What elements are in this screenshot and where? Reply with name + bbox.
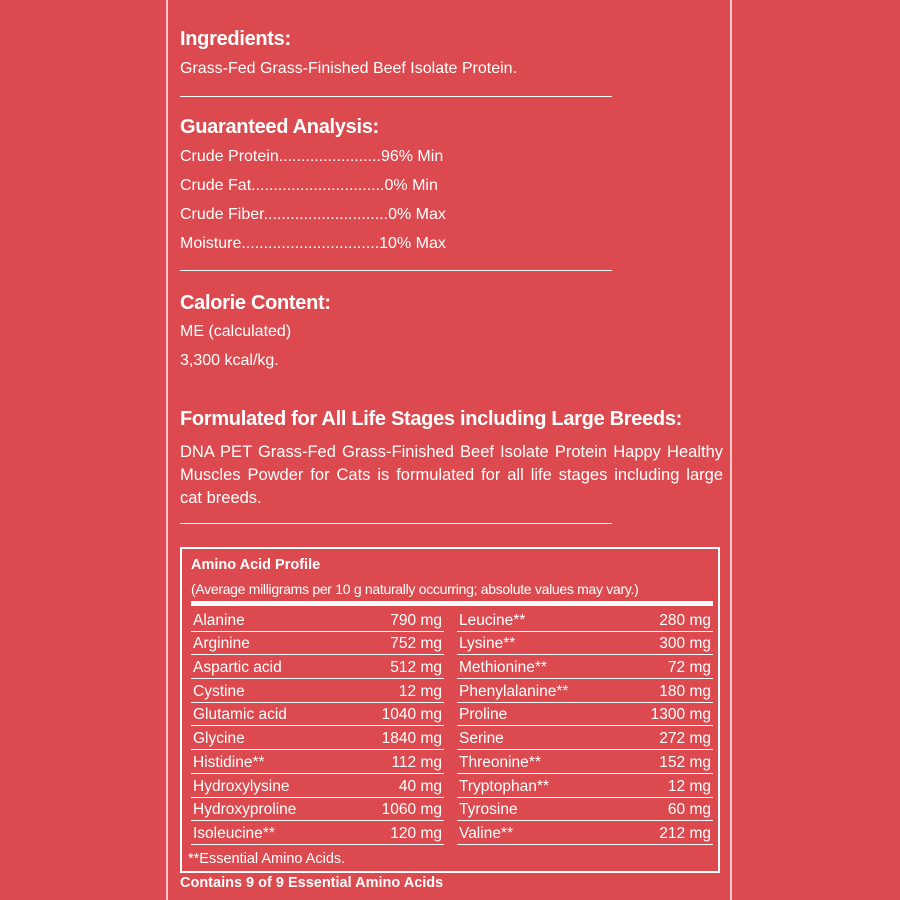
table-row: [191, 726, 444, 750]
essential-note: **Essential Amino Acids.: [188, 851, 346, 867]
table-row: [457, 632, 713, 656]
contains-statement: Contains 9 of 9 Essential Amino Acids: [180, 875, 444, 891]
amino-name: Serine: [459, 730, 504, 748]
amino-value: 1040 mg: [381, 706, 442, 724]
table-row: [457, 750, 713, 774]
table-row: [191, 774, 444, 798]
amino-value: 1840 mg: [381, 730, 442, 748]
table-header-rule: [191, 601, 713, 606]
analysis-line: Moisture...............................10% Max: [180, 235, 446, 252]
formulated-title: Formulated for All Life Stages including Large Breeds:: [180, 408, 683, 430]
formulated-text: DNA PET Grass-Fed Grass-Finished Beef Isolate Protein Happy Healthy Muscles Powder for Cats is formulated for all life stages including large cat breeds.: [180, 443, 723, 507]
amino-name: Arginine: [193, 635, 250, 653]
calorie-value: 3,300 kcal/kg.: [180, 352, 279, 369]
amino-value: 120 mg: [390, 824, 442, 842]
amino-value: 152 mg: [659, 753, 711, 771]
calorie-title: Calorie Content:: [180, 292, 331, 314]
table-row: [457, 679, 713, 703]
table-row: [457, 608, 713, 632]
table-row: [457, 726, 713, 750]
table-row: [457, 703, 713, 727]
analysis-line: Crude Fiber............................0% Max: [180, 206, 446, 223]
ingredients-title: Ingredients:: [180, 28, 291, 50]
table-row: [457, 798, 713, 822]
amino-name: Threonine**: [459, 753, 541, 771]
amino-column-left: [191, 608, 444, 845]
amino-value: 40 mg: [398, 777, 442, 795]
amino-value: 180 mg: [659, 682, 711, 700]
amino-value: 300 mg: [659, 635, 711, 653]
amino-name: Isoleucine**: [193, 824, 275, 842]
analysis-line: Crude Protein.......................96% Min: [180, 148, 444, 165]
table-row: [191, 703, 444, 727]
amino-value: 212 mg: [659, 824, 711, 842]
table-row: [191, 821, 444, 845]
divider: [180, 270, 612, 271]
amino-value: 512 mg: [390, 659, 442, 677]
amino-value: 1300 mg: [650, 706, 711, 724]
amino-value: 1060 mg: [381, 801, 442, 819]
table-row: [191, 679, 444, 703]
amino-value: 790 mg: [390, 611, 442, 629]
amino-name: Hydroxyproline: [193, 801, 297, 819]
table-row: [191, 608, 444, 632]
amino-value: 60 mg: [667, 801, 711, 819]
table-row: [191, 798, 444, 822]
table-row: [191, 632, 444, 656]
analysis-line: Crude Fat..............................0% Min: [180, 177, 438, 194]
amino-name: Tryptophan**: [459, 777, 549, 795]
amino-name: Alanine: [193, 611, 245, 629]
amino-name: Cystine: [193, 682, 245, 700]
ingredients-text: Grass-Fed Grass-Finished Beef Isolate Protein.: [180, 60, 518, 77]
divider: [180, 96, 612, 97]
amino-value: 280 mg: [659, 611, 711, 629]
amino-value: 112 mg: [391, 753, 442, 771]
amino-value: 12 mg: [398, 682, 442, 700]
amino-name: Histidine**: [193, 753, 265, 771]
amino-name: Proline: [459, 706, 508, 724]
analysis-title: Guaranteed Analysis:: [180, 116, 379, 138]
amino-subtitle: (Average milligrams per 10 g naturally occurring; absolute values may vary.): [191, 581, 639, 597]
amino-name: Tyrosine: [459, 801, 518, 819]
calorie-method: ME (calculated): [180, 323, 292, 340]
amino-name: Methionine**: [459, 659, 547, 677]
amino-column-right: [457, 608, 713, 845]
table-row: [457, 655, 713, 679]
amino-value: 72 mg: [667, 659, 711, 677]
table-row: [191, 750, 444, 774]
table-row: [191, 655, 444, 679]
amino-value: 272 mg: [659, 730, 711, 748]
amino-value: 12 mg: [667, 777, 711, 795]
amino-name: Glycine: [193, 730, 245, 748]
amino-title: Amino Acid Profile: [191, 557, 321, 573]
table-row: [457, 821, 713, 845]
amino-name: Glutamic acid: [193, 706, 287, 724]
amino-value: 752 mg: [390, 635, 442, 653]
amino-name: Valine**: [459, 824, 514, 842]
amino-name: Phenylalanine**: [459, 682, 569, 700]
divider: [180, 523, 612, 524]
amino-name: Hydroxylysine: [193, 777, 290, 795]
amino-name: Aspartic acid: [193, 659, 282, 677]
table-row: [457, 774, 713, 798]
amino-name: Leucine**: [459, 611, 526, 629]
amino-name: Lysine**: [459, 635, 516, 653]
